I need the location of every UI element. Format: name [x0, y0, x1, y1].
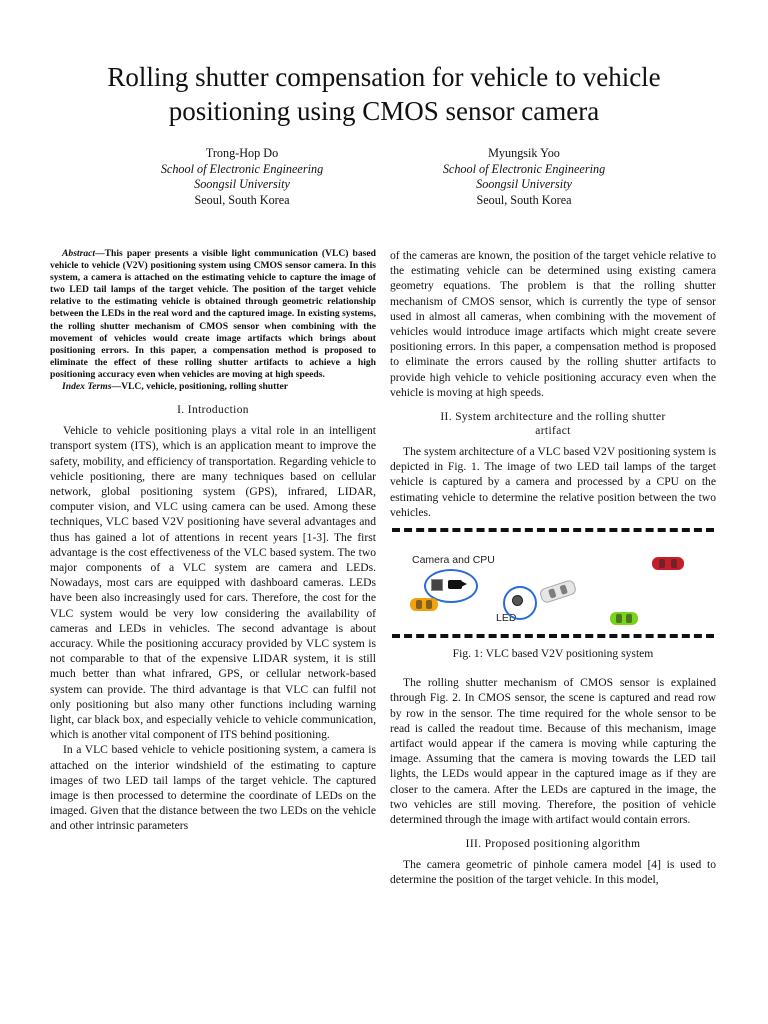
section-2-heading-line-1: II. System architecture and the rolling shutter	[440, 411, 666, 424]
section-3-paragraph-1: The camera geometric of pinhole camera model [4] is used to determine the position of the target vehicle. In this model,	[390, 858, 716, 887]
index-terms-label: Index Terms	[62, 381, 112, 393]
lane-divider-top	[392, 528, 714, 532]
section-1-heading: I. Introduction	[177, 404, 249, 417]
author-department: School of Electronic Engineering	[160, 161, 324, 176]
section-2-paragraph-1: The system architecture of a VLC based V2V positioning system is depicted in Fig. 1. The image of two LED tail lamps of the target vehicle is captured by a camera and processed by a CPU on the estimating vehicle to determine the relative position between the two vehicles.	[390, 445, 716, 519]
section-2-heading-line-2: artifact	[535, 425, 571, 438]
author-university: Soongsil University	[476, 177, 572, 191]
figure-1-illustration	[390, 528, 716, 640]
author-city: Seoul, South Korea	[194, 192, 290, 207]
author-department: School of Electronic Engineering	[442, 161, 606, 176]
camera-cpu-label: Camera and CPU	[412, 554, 495, 567]
cpu-icon	[431, 579, 443, 591]
car-green-icon	[610, 612, 638, 625]
section-1-paragraph-1: Vehicle to vehicle positioning plays a vital role in an intelligent transport system (ITS), which is an application meant to improve the safety, mobility, and efficiency of transportation. Regarding vehicle to vehicle positioning, there are many techniques based on cellular network, global positioning system (GPS), infrared, LIDAR, computer vision, and VLC using camera can be used. Among these techniques, VLC based V2V positioning have several advantages and thus has gained a lot of attentions in recent years [1-3]. The first advantage is the cost effectiveness of the VLC based system. The two major components of a VLC system are camera and LEDs. Nowadays, most cars are equipped with dashboard cameras. LEDs have been also increasingly used for cars. Therefore, the cost for the VLC system would be very low considering the availability of cameras and LEDs in vehicles. The second advantage is about accuracy. While the positioning accuracy provided by VLC system is not comparable to that of the expensive LIDAR system, it is still much better than what infrared, GPS, or cellular network-based system can provide. The third advantage is that VLC can fulfil not only positioning but also many other functions including warning light, car black box, and especially vehicle to vehicle communication, which is another vital component of ITS behind positioning.	[50, 424, 376, 742]
abstract	[50, 248, 376, 393]
figure-1-caption: Fig. 1: VLC based V2V positioning system	[452, 647, 654, 661]
section-3-heading: III. Proposed positioning algorithm	[465, 838, 641, 851]
car-red-icon	[652, 557, 684, 570]
title-line-2: positioning using CMOS sensor camera	[168, 96, 600, 126]
index-terms	[50, 381, 376, 393]
paper-title	[40, 60, 728, 128]
right-column	[390, 248, 716, 888]
title-line-1: Rolling shutter compensation for vehicle to vehicle	[107, 62, 661, 92]
section-1-paragraph-2: In a VLC based vehicle to vehicle positioning system, a camera is attached on the interior windshield of the estimating to capture images of two LED tail lamps of the target vehicle. The captured image is then processed to determine the coordinate of LEDs on the imaged. Given that the distance between the two LEDs on the vehicle and other intrinsic parameters	[50, 743, 376, 833]
author-name: Trong-Hop Do	[205, 146, 279, 160]
lane-divider-bottom	[392, 634, 714, 638]
author-block-2	[394, 146, 654, 208]
author-city: Seoul, South Korea	[476, 192, 572, 207]
abstract-label: Abstract	[62, 248, 96, 259]
index-terms-text: —VLC, vehicle, positioning, rolling shutter	[111, 381, 289, 393]
car-orange-icon	[410, 598, 438, 611]
author-university: Soongsil University	[194, 177, 290, 191]
camera-icon	[448, 580, 462, 589]
led-label: LED	[496, 612, 517, 625]
section-2-heading	[390, 410, 716, 438]
left-column	[50, 248, 376, 834]
intro-continuation-paragraph: of the cameras are known, the position of the target vehicle relative to the estimating vehicle can be determined using existing camera geometry equations. The problem is that the rolling shutter mechanism of CMOS sensor, which is currently the type of sensor used in almost all cameras, when combining with the movement of vehicles would introduce image artifacts which might create severe positioning errors. In this paper, a compensation method is proposed to eliminate the errors caused by the rolling shutter artifacts to provide high vehicle to vehicle positioning accuracy even when the vehicle is moving at high speeds.	[390, 249, 716, 399]
author-block-1	[112, 146, 372, 208]
abstract-paragraph	[50, 248, 376, 381]
car-white-icon	[539, 579, 578, 604]
abstract-text: —This paper presents a visible light communication (VLC) based vehicle to vehicle (V2V) positioning system using CMOS sensor camera. In this system, a camera is attached on the estimating vehicle to capture the image of two LED tail lamps of the target vehicle. The position of the target vehicle relative to the estimating vehicle is obtained through geometric relationship between the LEDs in the real word and the captured image. In existing systems, the rolling shutter mechanism of CMOS sensor when combining with the movement of vehicles would create image artifacts which brings about positioning errors. In this paper, a compensation method is proposed to eliminate the effect of these rolling shutter artifacts to achieve a high positioning accuracy even when vehicles are moving at high speeds.	[50, 248, 376, 380]
author-name: Myungsik Yoo	[488, 146, 560, 160]
led-tail-lamp-icon	[512, 595, 523, 606]
section-2-paragraph-2: The rolling shutter mechanism of CMOS sensor is explained through Fig. 2. In CMOS sensor, the scene is captured and read row by row in the sensor. The time required for the whole sensor to be read is called the readout time. Because of this mechanism, image artifact would appear if the camera is moving while capturing the image. Assuming that the camera is moving towards the LED tail lights, the LEDs would appear in the captured image as if they are closer to the camera. After the LEDs are captured in the image, the two vehicles are still moving. Therefore, the position of vehicle determined through the image with artifact would contain errors.	[390, 676, 716, 827]
figure-1	[390, 528, 716, 661]
